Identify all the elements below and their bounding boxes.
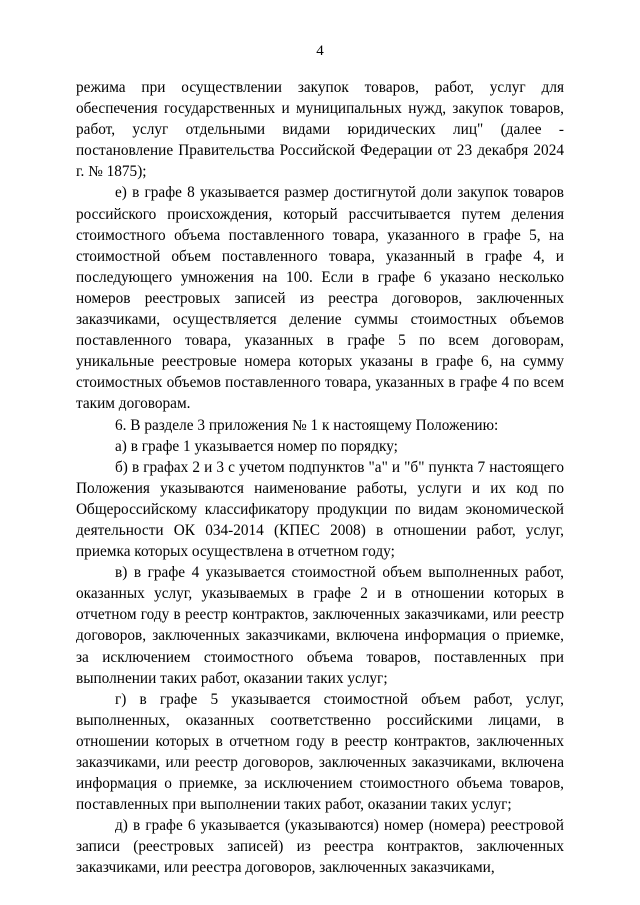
paragraph-item-a: а) в графе 1 указывается номер по порядку;	[115, 437, 398, 455]
paragraph-item-d: д) в графе 6 указывается (указываются) номер (номера) реестровой записи (реестровых записей) из реестра контрактов, заключенных заказчиками, или реестра договоров, заключенных заказчиками,	[76, 817, 564, 877]
paragraph-item-g: г) в графе 5 указывается стоимостной объем работ, услуг, выполненных, оказанных соответственно российскими лицами, в отношении которых в отчетном году в реестр контрактов, заключенных заказчиками, или реестр договоров, заключенных заказчиками, включена информация о приемке, за исключением стоимостного объема товаров, поставленных при выполнении таких работ, оказании таких услуг;	[76, 690, 564, 814]
paragraph-item-v: в) в графе 4 указывается стоимостной объем выполненных работ, оказанных услуг, указываемых в графе 2 и в отношении которых в отчетном году в реестр контрактов, заключенных заказчиками, или реестр договоров, заключенных заказчиками, включена информация о приемке, за исключением стоимостного объема товаров, поставленных при выполнении таких работ, оказании таких услуг;	[76, 564, 564, 687]
document-body	[76, 77, 564, 879]
paragraph-item-b: б) в графах 2 и 3 с учетом подпунктов "а" и "б" пункта 7 настоящего Положения указываются наименование работы, услуги и их код по Общероссийскому классификатору продукции по видам экономической деятельности ОК 034-2014 (КПЕС 2008) в отношении работ, услуг, приемка которых осуществлена в отчетном году;	[76, 458, 564, 561]
page-number: 4	[316, 43, 324, 59]
paragraph-item-e: е) в графе 8 указывается размер достигнутой доли закупок товаров российского происхождения, который рассчитывается путем деления стоимостного объема поставленного товара, указанного в графе 5, на стоимостной объем поставленного товара, указанный в графе 4, и последующего умножения на 100. Если в графе 6 указано несколько номеров реестровых записей из реестра договоров, заключенных заказчиками, осуществляется деление суммы стоимостных объемов поставленного товара, указанных в графе 5 по всем договорам, уникальные реестровые номера которых указаны в графе 6, на сумму стоимостных объемов поставленного товара, указанных в графе 4 по всем таким договорам.	[76, 184, 564, 413]
paragraph-section-6: 6. В разделе 3 приложения № 1 к настоящему Положению:	[115, 416, 499, 434]
paragraph-decree-reference: режима при осуществлении закупок товаров, работ, услуг для обеспечения государственных и муниципальных нужд, закупок товаров, работ, услуг отдельными видами юридических лиц" (далее - постановление Правительства Российской Федерации от 23 декабря 2024 г. № 1875);	[76, 79, 564, 181]
